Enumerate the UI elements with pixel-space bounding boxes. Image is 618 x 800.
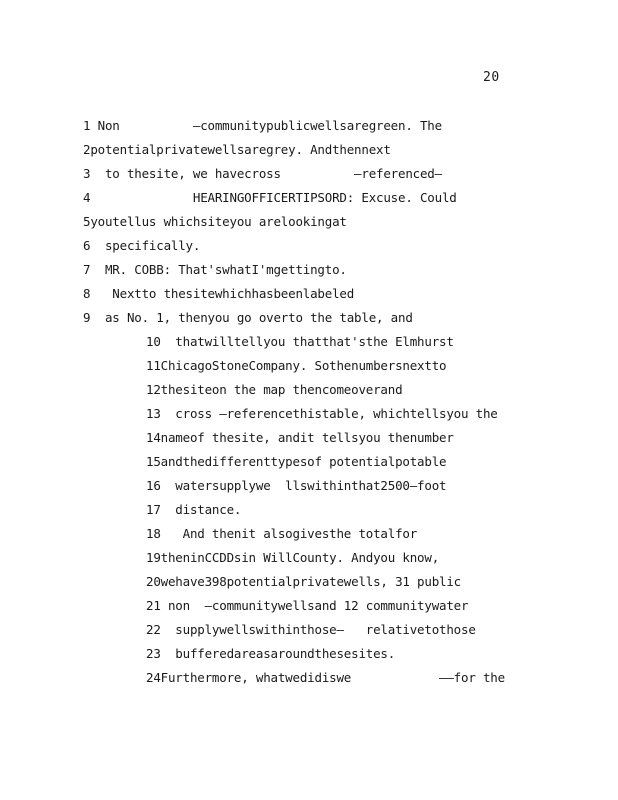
transcript-line-6: 6 specifically. [83,238,201,253]
transcript-line-9: 9 as No. 1, thenyou go overto the table, and [83,310,413,325]
transcript-line-10: 10 thatwilltellyou thatthat'sthe Elmhurst [146,334,454,349]
transcript-line-17: 17 distance. [146,502,242,517]
transcript-line-18: 18 And thenit alsogivesthe totalfor [146,526,418,541]
transcript-line-22: 22 supplywellswithinthose– relativetothose [146,622,476,637]
page-number: 20 [483,70,500,85]
transcript-line-19: 19theninCCDDsin WillCounty. Andyou know, [146,550,440,565]
transcript-line-1: 1 Non –communitypublicwellsaregreen. The [83,118,442,133]
transcript-line-15: 15andthedifferenttypesof potentialpotable [146,454,447,469]
transcript-line-5: 5youtellus whichsiteyou arelookingat [83,214,347,229]
transcript-line-24: 24Furthermore, whatwedidiswe ––for the [146,670,505,685]
transcript-line-11: 11ChicagoStoneCompany. Sothenumbersnextto [146,358,447,373]
transcript-line-13: 13 cross –referencethistable, whichtellsyou the [146,406,498,421]
transcript-line-2: 2potentialprivatewellsaregrey. Andthennext [83,142,391,157]
transcript-line-21: 21 non –communitywellsand 12 communitywater [146,598,469,613]
transcript-line-7: 7 MR. COBB: That'swhatI'mgettingto. [83,262,347,277]
transcript-line-12: 12thesiteon the map thencomeoverand [146,382,403,397]
transcript-line-8: 8 Nextto thesitewhichhasbeenlabeled [83,286,355,301]
transcript-line-23: 23 bufferedareasaroundthesesites. [146,646,396,661]
transcript-line-4: 4 HEARINGOFFICERTIPSORD: Excuse. Could [83,190,457,205]
transcript-line-20: 20wehave398potentialprivatewells, 31 public [146,574,462,589]
transcript-line-16: 16 watersupplywe llswithinthat2500–foot [146,478,447,493]
transcript-line-14: 14nameof thesite, andit tellsyou thenumber [146,430,454,445]
transcript-line-3: 3 to thesite, we havecross –referenced– [83,166,442,181]
